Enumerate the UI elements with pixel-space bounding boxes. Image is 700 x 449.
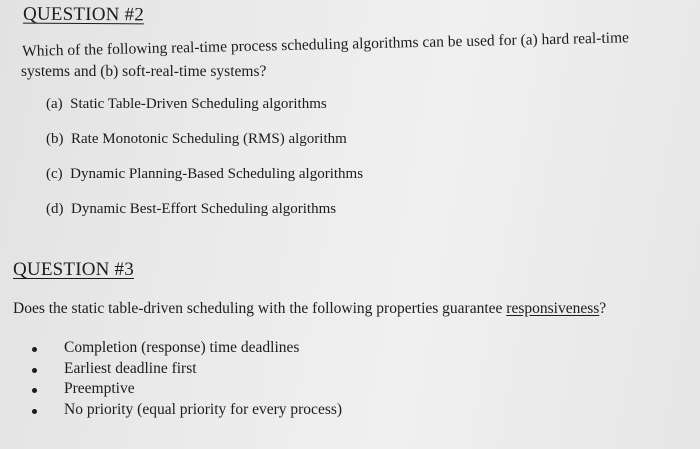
option-d bbox=[46, 201, 336, 218]
option-b bbox=[46, 131, 347, 148]
list-item-text: Completion (response) time deadlines bbox=[64, 339, 300, 356]
question-2-heading: QUESTION #2 bbox=[22, 3, 145, 26]
option-a-label: (a) bbox=[46, 96, 63, 112]
question-3-heading: QUESTION #3 bbox=[13, 259, 134, 280]
option-c-text: Dynamic Planning-Based Scheduling algorithms bbox=[70, 166, 364, 182]
bullet-dot-icon bbox=[32, 368, 37, 373]
option-c-label: (c) bbox=[46, 166, 63, 182]
option-b-text: Rate Monotonic Scheduling (RMS) algorithm bbox=[71, 131, 347, 147]
list-item-text: No priority (equal priority for every process) bbox=[64, 400, 343, 418]
bullet-dot-icon bbox=[32, 388, 37, 393]
question-3-underlined-word: responsiveness bbox=[506, 300, 600, 317]
option-a bbox=[46, 96, 327, 113]
list-item-text: Earliest deadline first bbox=[64, 359, 197, 377]
option-c bbox=[46, 166, 363, 183]
option-d-label: (d) bbox=[46, 201, 64, 217]
bullet-dot-icon bbox=[32, 347, 37, 352]
question-3-text-before: Does the static table-driven scheduling with the following properties guarantee bbox=[13, 300, 507, 317]
option-d-text: Dynamic Best-Effort Scheduling algorithms bbox=[71, 201, 337, 217]
bullet-dot-icon bbox=[32, 409, 37, 414]
option-a-text: Static Table-Driven Scheduling algorithms bbox=[70, 96, 327, 112]
question-2-text-line-1: Which of the following real-time process scheduling algorithms can be used for (a) hard real-time bbox=[22, 29, 630, 60]
list-item-text: Preemptive bbox=[64, 380, 135, 397]
question-2-text-line-2: systems and (b) soft-real-time systems? bbox=[21, 63, 267, 80]
question-3-text bbox=[13, 300, 606, 318]
question-3-text-after: ? bbox=[599, 300, 607, 317]
option-b-label: (b) bbox=[46, 131, 64, 147]
